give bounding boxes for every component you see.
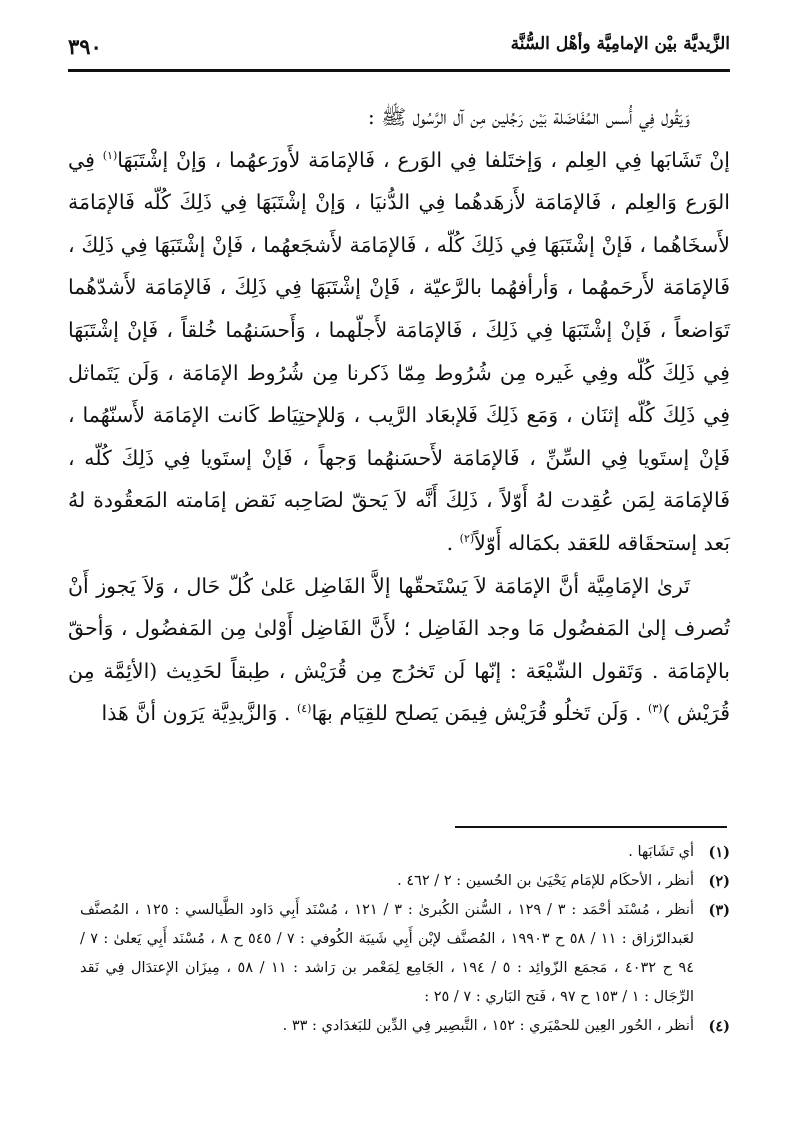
paragraph-imamiyya bbox=[68, 565, 730, 735]
footnote-number: (٢) bbox=[708, 873, 730, 890]
footnote-text: أنظر ، الأحكَام للإمَام يَحْيَىٰ بن الحُسين : ٢ / ٤٦٢ . bbox=[397, 873, 694, 889]
footnote-item bbox=[80, 896, 730, 1012]
running-title: الزَّيديَّة بيْن الإمامِيَّة وأهْل السُّنَّة bbox=[510, 34, 730, 54]
footnote-ref-3[interactable]: (٣) bbox=[648, 702, 663, 716]
running-head bbox=[68, 28, 730, 72]
footnote-text: أنظر ، مُسْنَد أحْمَد : ٣ / ١٢٩ ، السُّنن الكُبرىٰ : ٣ / ١٢١ ، مُسْنَد أَبِي دَاود الطَّيالسي : ١٢٥ ، المُصنَّف لعَبدالرّزاق : ١١ / ٥٨ ح ١٩٩٠٣ ، المُصنَّف لإبْن أَبِي شَيبَة الكُوفي : ٧ / ٥٤٥ ح ٨ ، مُسْنَد أَبِي يَعلىٰ : ٧ / ٩٤ ح ٤٠٣٢ ، مَجمَع الزّوائِد : ٥ / ١٩٤ ، الجَامِع لِمَعْمر بن رَاشد : ١١ / ٥٨ ، مِيزَان الإعتدَال فِي نَقد الرِّجَال : ١ / ١٥٣ ح ٩٧ ، فَتح البَاري : ٧ / ٢٥ : bbox=[80, 902, 695, 1005]
footnote-ref-2[interactable]: (٢) bbox=[459, 532, 475, 546]
zaydiyya-text: . وَالزَّيدِيَّة يَرَون أنَّ هَذا bbox=[101, 701, 297, 726]
footnote-number: (١) bbox=[708, 844, 730, 861]
footnotes bbox=[80, 838, 730, 1041]
page-number: ٣٩٠ bbox=[68, 34, 102, 59]
footnote-ref-4[interactable]: (٤) bbox=[296, 702, 312, 716]
footnote-item bbox=[80, 867, 730, 896]
footnote-ref-1[interactable]: (١) bbox=[102, 148, 118, 162]
footnote-item bbox=[80, 838, 730, 867]
footnote-text: أنظر ، الحُور العِين للحمْيَري : ١٥٢ ، التَّبصِير فِي الدِّين للبَغدَادي : ٣٣ . bbox=[282, 1018, 694, 1034]
quote-body: فِي الوَرع وَالعِلم ، فَالإمَامَة لأَزهَدهُما فِي الدُّنيَا ، وَإنْ إشْتَبَهَا فِي ذَلِكَ كُلّه فَالإمَامَة لأَسخَاهُما ، فَإنْ إشْتَبَهَا فِي ذَلِكَ كُلّه ، فَالإمَامَة لأَشجَعهُما ، فَإنْ إشْتَبَهَا فِي ذَلِكَ ، فَالإمَامَة لأَرحَمهُما ، وَأرأفهُما بالرَّعيّة ، فَإنْ إشْتَبَهَا فِي ذَلِكَ ، فَالإمَامَة لأَشدّهُما تَوَاضعاً ، فَإنْ إشْتَبَهَا فِي ذَلِكَ ، فَالإمَامَة لأَجلّهما ، وَأَحسَنهُما خُلقاً ، فَإنْ إشْتَبَهَا فِي ذَلِكَ كُلّه وفِي غَيره مِن شُرُوط مِمّا ذَكرنا مِن شُرُوط الإمَامَة ، وَلَن يَتَماثل فِي ذَلِكَ كُلّه إثنَان ، وَمَع ذَلِكَ فَلإبعَاد الرَّيب ، وَللإحتِيَاط كَانت الإمَامَة لأَسنّهُما ، فَإنْ إستَويا فِي السِّنِّ ، فَالإمَامَة لأَحسَنهُما وَجهاً ، فَإنْ إستَويا فِي ذَلِكَ كُلّه ، فَالإمَامَة لِمَن عُقِدت لهُ أَوّلاً ، ذَلِكَ أَنَّه لاَ يَحقّ لصَاحِبه نَقض إمَامته المَعقُودة لهُ بَعد إستحقَاقه للعَقد بكمَاله أَوّلاً bbox=[68, 147, 730, 555]
paragraph-quote: إنْ تَشَابَها فِي العِلم ، وَإختَلفا فِي الوَرع ، فَالإمَامَة لأَورَعهُما ، وَإنْ إشْتَبَهَا$^{(١)}$ فِي الوَرع وَالعِلم ، فَالإمَامَة لأَزهَدهُما فِي الدُّنيَا ، وَإنْ إشْتَبَهَا فِي ذَلِكَ كُلّه فَالإمَامَة لأَسخَاهُما ، فَإنْ إشْتَبَهَا فِي ذَلِكَ كُلّه ، فَالإمَامَة لأَشجَعهُما ، فَإنْ إشْتَبَهَا فِي ذَلِكَ ، فَالإمَامَة لأَرحَمهُما ، وَأرأفهُما بالرَّعيّة ، فَإنْ إشْتَبَهَا فِي ذَلِكَ ، فَالإمَامَة لأَشدّهُما تَوَاضعاً ، فَإنْ إشْتَبَهَا فِي ذَلِكَ ، فَالإمَامَة لأَجلّهما ، وَأَحسَنهُما خُلقاً ، فَإنْ إشْتَبَهَا فِي ذَلِكَ كُلّه وفِي غَيره مِن شُرُوط مِمّا ذَكرنا مِن شُرُوط الإمَامَة ، وَلَن يَتَماثل فِي ذَلِكَ كُلّه إثنَان ، وَمَع ذَلِكَ فَلإبعَاد الرَّيب ، وَللإحتِيَاط كَانت الإمَامَة لأَسنّهُما ، فَإنْ إستَويا فِي السِّنِّ ، فَالإمَامَة لأَحسَنهُما وَجهاً ، فَإنْ إستَويا فِي ذَلِكَ كُلّه ، فَالإمَامَة لِمَن عُقِدت لهُ أَوّلاً ، ذَلِكَ أَنَّه لاَ يَحقّ لصَاحِبه نَقض إمَامته المَعقُودة لهُ بَعد إستحقَاقه للعَقد بكمَاله أَوّلاً$^{(٢)}$ . bbox=[68, 147, 730, 555]
body-text bbox=[68, 96, 730, 735]
quote-opening: إنْ تَشَابَها فِي العِلم ، وَإختَلفا فِي الوَرع ، فَالإمَامَة لأَورَعهُما ، وَإنْ إشْتَبَهَا bbox=[117, 147, 730, 172]
header-rule bbox=[68, 69, 730, 72]
footnote-text: أي تَشَابَها . bbox=[628, 844, 694, 860]
footnote-number: (٣) bbox=[708, 902, 730, 919]
footnote-item bbox=[80, 1012, 730, 1041]
footnote-rule bbox=[455, 826, 727, 828]
paragraph-intro: وَيَقُول فِي أُسس المُفَاضَلة بَيْن رَجُلين مِن آل الرَّسُول ﷺ : bbox=[367, 105, 690, 129]
imamiyya-text: تَرىٰ الإمَامِيَّة أنَّ الإمَامَة لاَ يَسْتَحقّها إلاَّ الفَاضِل عَلىٰ كُلّ حَال ، وَلاَ يَجوز أَنْ تُصرف إلىٰ المَفضُول مَا وجد الفَاضِل ؛ لأَنَّ الفَاضِل أَوْلىٰ مِن المَفضُول ، وَأحقّ بالإمَامَة . وَتَقول الشّيْعَة : إنّها لَن تَخرُج مِن قُرَيْش ، طِبقاً لحَدِيث (الأئِمَّة مِن قُرَيْش ) bbox=[68, 573, 730, 726]
footnote-number: (٤) bbox=[708, 1018, 730, 1035]
quraysh-text: . وَلَن تَخلُو قُرَيْش فِيمَن يَصلح للقِيَام بهَا bbox=[311, 701, 649, 726]
